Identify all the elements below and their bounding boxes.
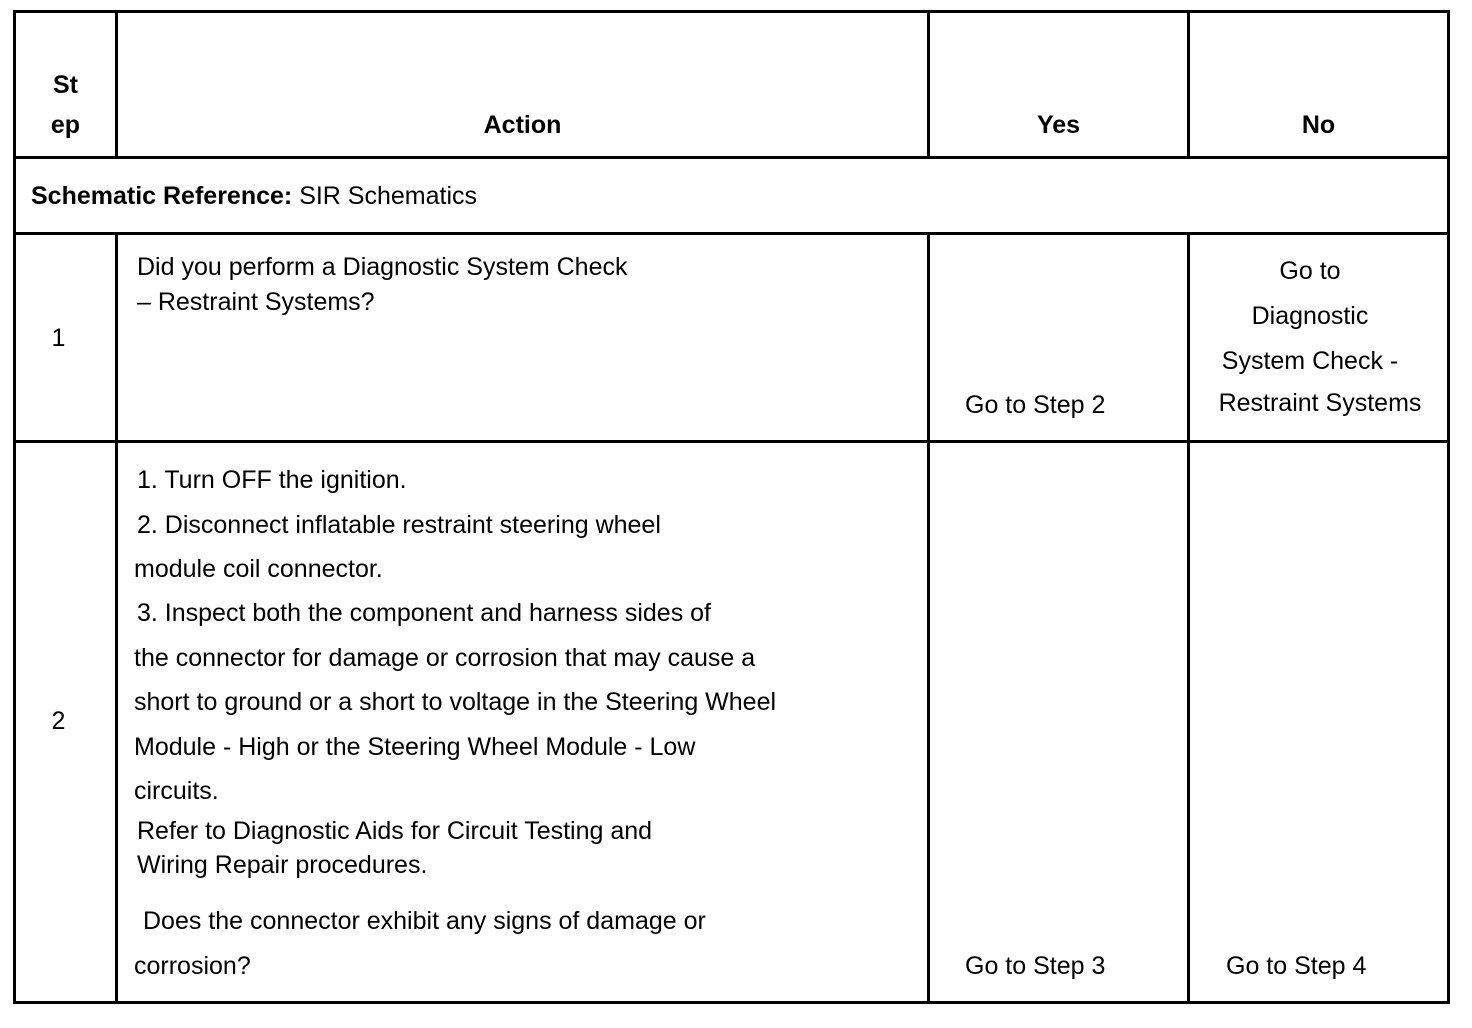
row-2-action-line: Does the connector exhibit any signs of damage or [143,907,706,935]
table-border-bottom [13,1001,1450,1004]
row-2-action-line: 1. Turn OFF the ignition. [137,466,407,494]
row-2-action-line: Refer to Diagnostic Aids for Circuit Testing and [137,817,653,845]
row-2-action-line: circuits. [134,777,219,805]
row-2-step: 2 [51,707,66,735]
row-2-action-line: short to ground or a short to voltage in the Steering Wheel [134,688,777,716]
table-border-left [13,10,16,1004]
schematic-reference [31,181,477,211]
row-1-action-line: – Restraint Systems? [137,288,375,316]
header-separator [13,156,1450,159]
row-2-action-line: Module - High or the Steering Wheel Module - Low [134,733,696,761]
header-action: Action [483,111,562,139]
schematic-value: SIR Schematics [299,182,478,210]
row-1-no-line: Go to [1279,257,1341,285]
row-2-action-line: corrosion? [134,952,251,980]
row-1-separator [13,440,1450,443]
header-step-line2: ep [50,111,81,139]
row-2-yes: Go to Step 3 [965,952,1106,980]
row-1-no-line: System Check - [1221,347,1399,375]
header-yes: Yes [1036,111,1081,139]
row-2-action-line: module coil connector. [134,555,383,583]
row-2-no: Go to Step 4 [1226,952,1367,980]
table-border-top [13,10,1450,13]
header-no: No [1301,111,1336,139]
schematic-separator [13,232,1450,235]
row-1-action-line: Did you perform a Diagnostic System Check [137,253,628,281]
table-border-right [1447,10,1450,1004]
row-2-action-line: the connector for damage or corrosion that may cause a [134,644,756,672]
row-2-action-line: 3. Inspect both the component and harness sides of [137,599,711,627]
col-sep-step-body [115,232,118,1004]
schematic-label: Schematic Reference: [31,182,293,210]
row-1-step: 1 [51,324,66,352]
row-2-action-line: 2. Disconnect inflatable restraint steering wheel [137,511,661,539]
row-1-yes: Go to Step 2 [965,391,1106,419]
header-step-line1: St [53,71,78,99]
row-2-action-line: Wiring Repair procedures. [137,851,428,879]
diagnostic-table [13,10,1450,1004]
row-1-no-line: Diagnostic [1251,302,1369,330]
row-1-no-line: Restraint Systems [1218,389,1422,417]
col-sep-action-body [927,232,930,1004]
